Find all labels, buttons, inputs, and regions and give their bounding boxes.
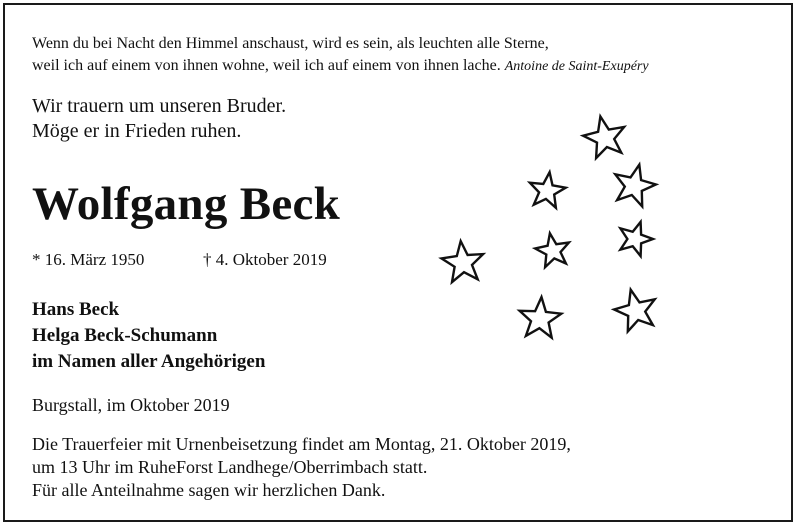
mourning-line-1: Wir trauern um unseren Bruder. xyxy=(32,95,287,117)
obituary-notice xyxy=(3,3,793,522)
deceased-name: Wolfgang Beck xyxy=(32,178,341,230)
signer-2: Helga Beck-Schumann xyxy=(32,325,218,346)
quote-author: Antoine de Saint-Exupéry xyxy=(504,59,649,74)
birth-date: * 16. März 1950 xyxy=(32,250,145,269)
signer-3: im Namen aller Angehörigen xyxy=(32,351,266,372)
place-date: Burgstall, im Oktober 2019 xyxy=(32,395,230,415)
star-icon xyxy=(583,117,624,159)
star-icon xyxy=(442,241,484,282)
star-icon xyxy=(614,290,655,332)
star-icon xyxy=(620,222,653,256)
star-icon xyxy=(535,233,569,267)
signer-1: Hans Beck xyxy=(32,299,120,320)
service-line-1: Die Trauerfeier mit Urnenbeisetzung findet am Montag, 21. Oktober 2019, xyxy=(32,434,571,454)
quote-line-1: Wenn du bei Nacht den Himmel anschaust, wird es sein, als leuchten alle Sterne, xyxy=(32,35,549,52)
mourning-line-2: Möge er in Frieden ruhen. xyxy=(32,120,242,142)
star-decoration xyxy=(5,5,791,520)
star-icon xyxy=(530,172,566,208)
service-line-2: um 13 Uhr im RuheForst Landhege/Oberrimbach statt. xyxy=(32,457,428,477)
star-icon xyxy=(615,165,656,207)
service-line-3: Für alle Anteilnahme sagen wir herzlichen Dank. xyxy=(32,480,386,500)
star-icon xyxy=(520,297,562,338)
quote-line-2-text: weil ich auf einem von ihnen wohne, weil ich auf einem von ihnen lache. xyxy=(32,57,501,74)
death-date: † 4. Oktober 2019 xyxy=(203,250,327,269)
